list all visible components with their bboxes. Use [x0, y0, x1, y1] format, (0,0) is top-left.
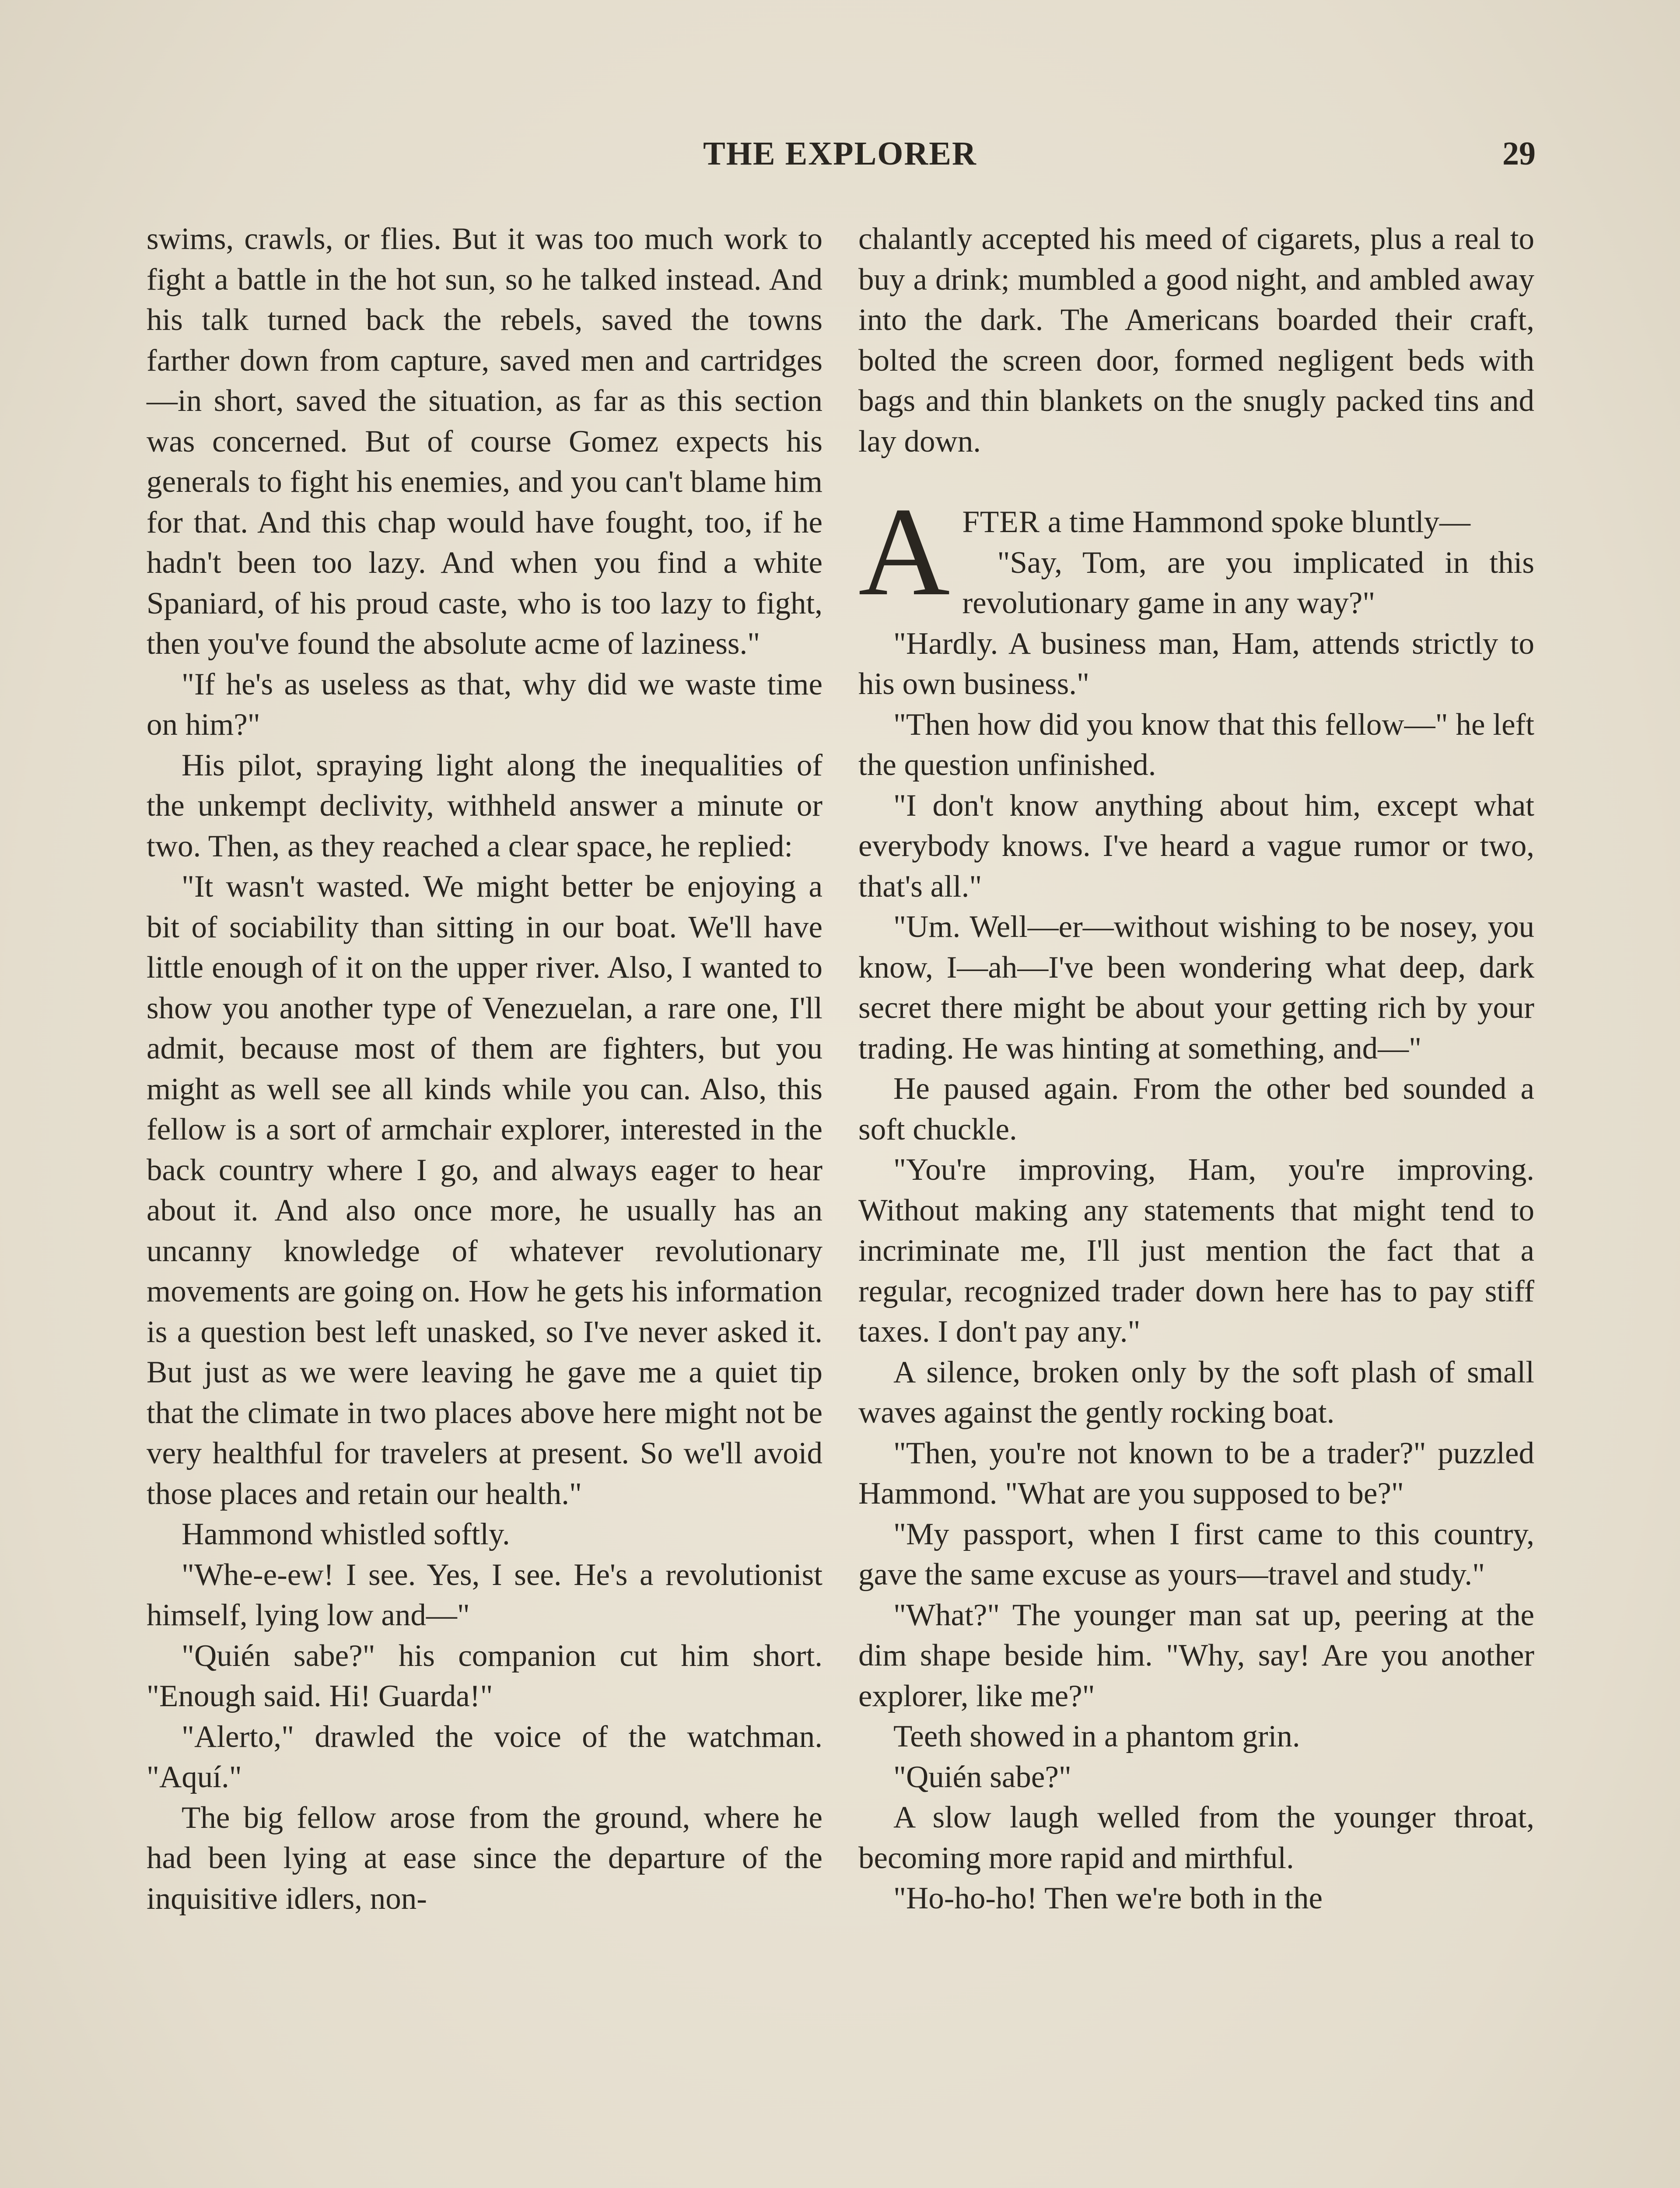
paragraph: Teeth showed in a phantom grin.: [893, 1719, 1300, 1753]
paragraph: "Ho-ho-ho! Then we're both in the: [893, 1881, 1323, 1915]
page-number: 29: [1502, 135, 1536, 172]
paragraph: "Whe-e-ew! I see. Yes, I see. He's a revolutionist himself, lying low and—": [147, 1557, 822, 1632]
paragraph: A silence, broken only by the soft plash of small waves against the gently rocking boat.: [858, 1355, 1534, 1430]
paragraph: "It wasn't wasted. We might better be enjoying a bit of sociability than sitting in our boat. We'll have little enough of it on the upper river. Also, I wanted to show you another type of Venezuelan, a rare one, I'll admit, because most of them are fighters, but you might as well see all kinds while you can. Also, this fellow is a sort of armchair explorer, interested in the back country where I go, and always eager to hear about it. And also once more, he usually has an uncanny knowledge of whatever revolutionary movements are going on. How he gets his information is a question best left unasked, so I've never asked it. But just as we were leaving he gave me a quiet tip that the climate in two places above here might not be very healthful for travelers at present. So we'll avoid those places and retain our health.": [147, 870, 822, 1511]
paragraph: "What?" The younger man sat up, peering at the dim shape beside him. "Why, say! Are you another explorer, like me?": [858, 1598, 1534, 1713]
paragraph: He paused again. From the other bed sounded a soft chuckle.: [858, 1072, 1534, 1147]
left-column: [147, 219, 822, 1919]
drop-cap-rest: a time Hammond spoke bluntly—: [1040, 505, 1471, 539]
paragraph: "I don't know anything about him, except what everybody knows. I've heard a vague rumor or two, that's all.": [858, 788, 1534, 904]
paragraph: chalantly accepted his meed of cigarets, plus a real to buy a drink; mumbled a good night, and ambled away into the dark. The Americans boarded their craft, bolted the screen door, formed negligent beds with bags and thin blankets on the snugly packed tins and lay down.: [858, 222, 1534, 459]
paragraph: "Quién sabe?" his companion cut him short. "Enough said. Hi! Guarda!": [147, 1638, 822, 1713]
paragraph: swims, crawls, or flies. But it was too much work to fight a battle in the hot sun, so he talked instead. And his talk turned back the rebels, saved the towns farther down from capture, saved men and cartridges—in short, saved the situation, as far as this section was concerned. But of course Gomez expects his generals to fight his enemies, and you can't blame him for that. And this chap would have fought, too, if he hadn't been too lazy. And when you find a white Spaniard, of his proud caste, who is too lazy to fight, then you've found the absolute acme of laziness.": [147, 222, 822, 661]
paragraph: "If he's as useless as that, why did we waste time on him?": [147, 667, 822, 742]
page-header: [144, 130, 1536, 178]
paragraph: The big fellow arose from the ground, where he had been lying at ease since the departure of the inquisitive idlers, non-: [147, 1800, 822, 1916]
drop-cap: A: [858, 481, 950, 622]
paragraph: Hammond whistled softly.: [182, 1517, 510, 1551]
paragraph: "Then how did you know that this fellow—" he left the question unfinished.: [858, 707, 1534, 782]
paragraph: "Alerto," drawled the voice of the watchman. "Aquí.": [147, 1719, 822, 1794]
paragraph: A slow laugh welled from the younger throat, becoming more rapid and mirthful.: [858, 1800, 1534, 1875]
paragraph: His pilot, spraying light along the inequalities of the unkempt declivity, withheld answer a minute or two. Then, as they reached a clear space, he replied:: [147, 748, 822, 863]
paragraph: "Then, you're not known to be a trader?" puzzled Hammond. "What are you supposed to be?": [858, 1436, 1534, 1511]
paragraph: "Um. Well—er—without wishing to be nosey, you know, I—ah—I've been wondering what deep, dark secret there might be about your getting rich by your trading. He was hinting at something, and—": [858, 910, 1534, 1066]
paragraph: "My passport, when I first came to this country, gave the same excuse as yours—travel and study.": [858, 1517, 1534, 1592]
running-title: THE EXPLORER: [703, 135, 977, 172]
drop-cap-lead: FTER: [962, 505, 1040, 539]
paragraph: "Hardly. A business man, Ham, attends strictly to his own business.": [858, 626, 1534, 701]
paragraph: "Quién sabe?": [893, 1760, 1071, 1794]
paragraph: "You're improving, Ham, you're improving. Without making any statements that might tend to incriminate me, I'll just mention the fact that a regular, recognized trader down here has to pay stiff taxes. I don't pay any.": [858, 1153, 1534, 1349]
right-column: [858, 219, 1534, 1919]
paragraph: "Say, Tom, are you implicated in this revolutionary game in any way?": [962, 545, 1534, 620]
